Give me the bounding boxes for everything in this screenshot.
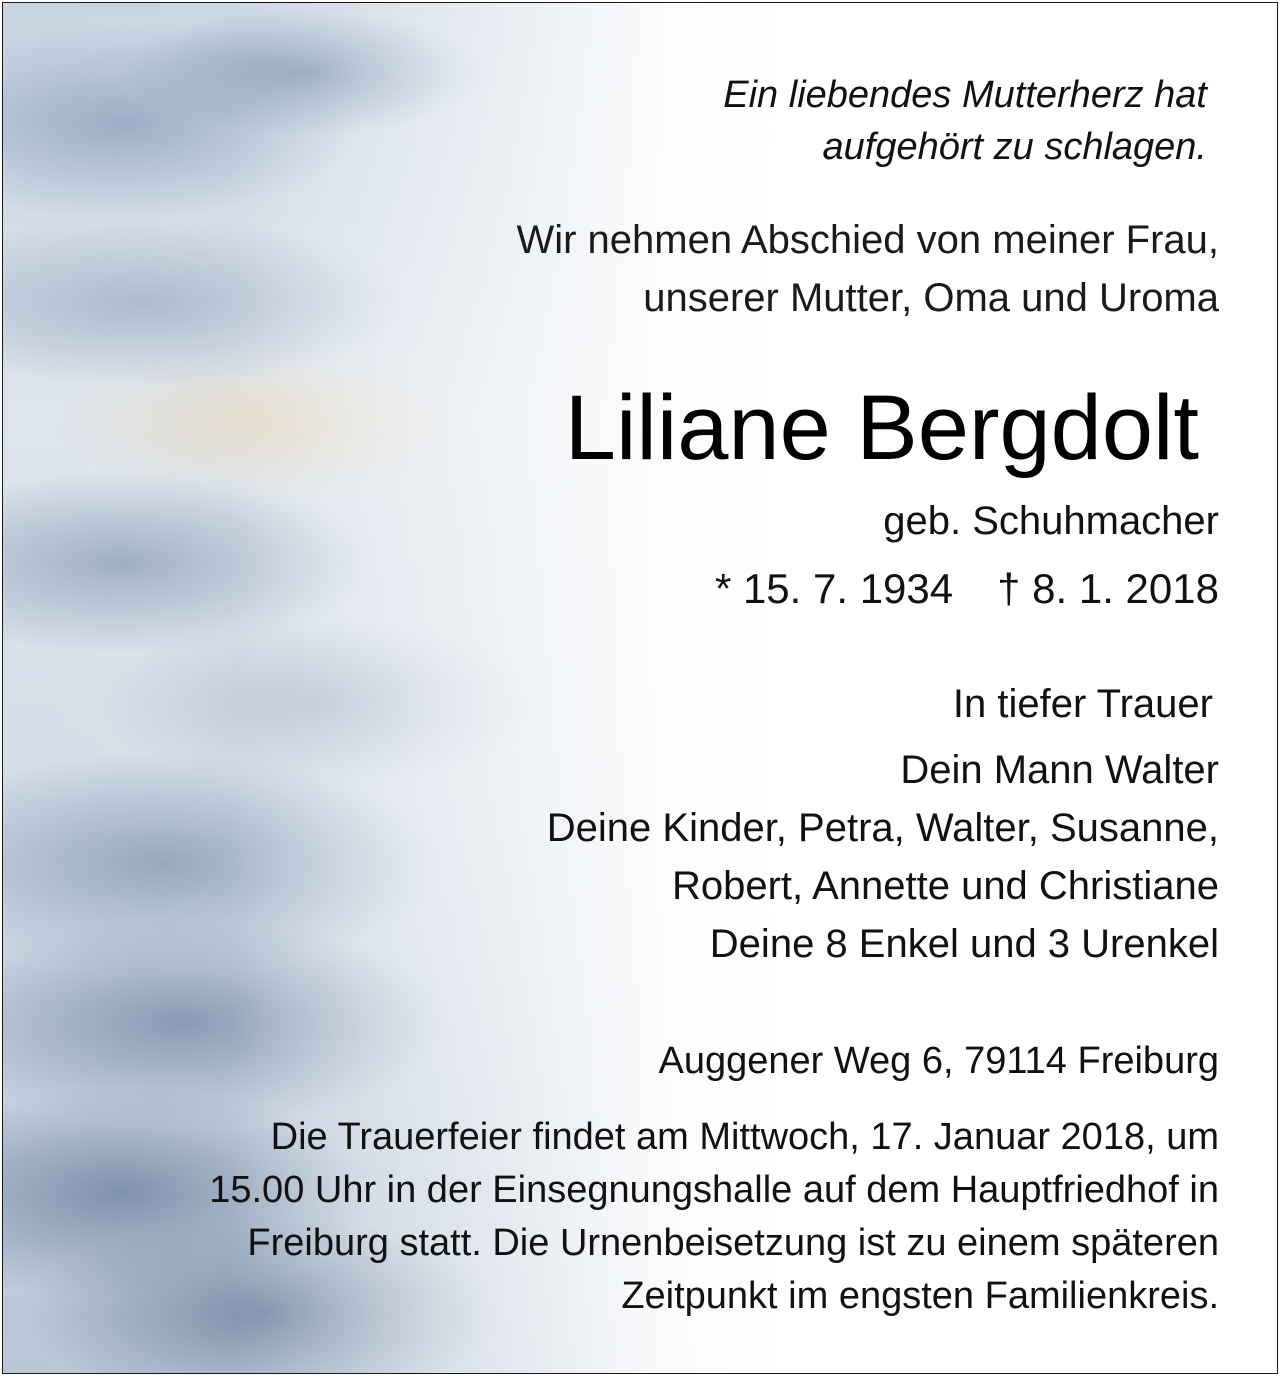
- maiden-name: geb. Schuhmacher: [883, 499, 1219, 543]
- motto-line-1: Ein liebendes Mutterherz hat: [723, 74, 1207, 116]
- mourner-line: Robert, Annette und Christiane: [671, 864, 1219, 908]
- motto: [723, 69, 1207, 173]
- service-info: [209, 1111, 1219, 1323]
- address: Auggener Weg 6, 79114 Freiburg: [658, 1040, 1219, 1082]
- life-dates: [715, 561, 1219, 617]
- service-line: 15.00 Uhr in der Einsegnungshalle auf dem Hauptfriedhof in: [209, 1169, 1219, 1211]
- deceased-name: Liliane Bergdolt: [564, 377, 1199, 479]
- service-line: Zeitpunkt im engsten Familienkreis.: [621, 1275, 1219, 1317]
- death-date: † 8. 1. 2018: [997, 565, 1219, 612]
- intro-line-1: Wir nehmen Abschied von meiner Frau,: [516, 218, 1219, 262]
- service-line: Freiburg statt. Die Urnenbeisetzung ist zu einem späteren: [247, 1222, 1219, 1264]
- motto-line-2: aufgehört zu schlagen.: [822, 126, 1207, 168]
- mourner-line: Dein Mann Walter: [900, 748, 1219, 792]
- mourners-list: [547, 741, 1219, 973]
- mourner-line: Deine 8 Enkel und 3 Urenkel: [709, 922, 1219, 966]
- birth-date: * 15. 7. 1934: [714, 565, 954, 612]
- obituary-notice: [2, 2, 1278, 1374]
- intro-line-2: unserer Mutter, Oma und Uroma: [643, 276, 1219, 320]
- mourners-heading: In tiefer Trauer: [952, 682, 1213, 726]
- service-line: Die Trauerfeier findet am Mittwoch, 17. Januar 2018, um: [270, 1116, 1219, 1158]
- intro-text: [516, 211, 1219, 327]
- mourner-line: Deine Kinder, Petra, Walter, Susanne,: [546, 806, 1219, 850]
